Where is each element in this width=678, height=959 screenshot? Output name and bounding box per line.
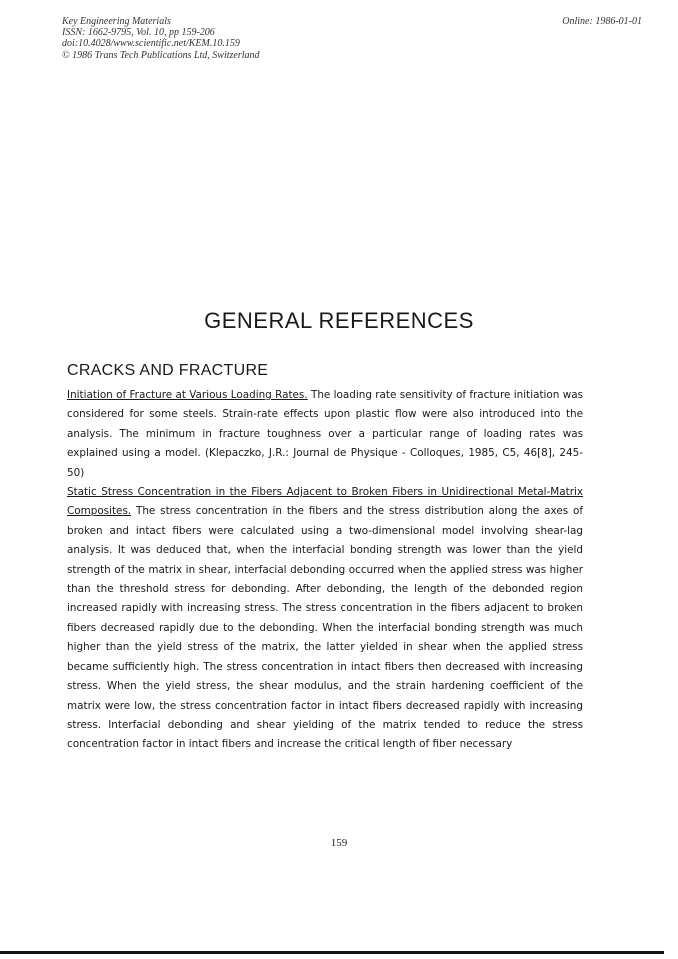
reference-item — [67, 386, 583, 483]
reference-title: Initiation of Fracture at Various Loading Rates. — [67, 389, 308, 401]
reference-item — [67, 483, 583, 755]
reference-text: The stress concentration in the fibers and the stress distribution along the axes of broken and intact fibers were calculated using a two-dimensional model involving shear-lag analysis. It was deduced that, when the interfacial bonding strength was lower than the yield strength of the matrix in shear, interfacial debonding occurred when the applied stress was higher than the threshold stress for debonding. After debonding, the length of the debonded region increased rapidly with increasing stress. The stress concentration in the fibers adjacent to broken fibers decreased rapidly due to the debonding. When the interfacial bonding strength was much higher than the yield stress of the matrix, the latter yielded in shear when the applied stress became sufficiently high. The stress concentration in intact fibers then decreased with increasing stress. When the yield stress, the shear modulus, and the strain hardening coefficient of the matrix were low, the stress concentration factor in intact fibers decreased rapidly with increasing stress. Interfacial debonding and shear yielding of the matrix tended to reduce the stress concentration factor in intact fibers and increase the critical length of fiber necessary — [67, 505, 583, 751]
journal-name: Key Engineering Materials — [62, 16, 171, 27]
issn-line: ISSN: 1662-9795, Vol. 10, pp 159-206 — [62, 27, 215, 39]
doi-link[interactable]: doi:10.4028/www.scientific.net/KEM.10.159 — [62, 38, 240, 50]
copyright-line: © 1986 Trans Tech Publications Ltd, Switzerland — [62, 49, 260, 61]
page-title: GENERAL REFERENCES — [204, 308, 474, 333]
bottom-rule — [0, 951, 664, 954]
journal-metadata — [62, 16, 260, 61]
reference-text: The loading rate sensitivity of fracture initiation was considered for some steels. Strain-rate effects upon plastic flow were also introduced into the analysis. The minimum in fracture toughness over a particular range of loading rates was explained using a model. (Klepaczko, J.R.: Journal de Physique - Colloques, 1985, C5, 46[8], 245-50) — [67, 389, 583, 479]
reference-title: Static Stress Concentration in the Fibers Adjacent to Broken Fibers in Unidirectional Metal-Matrix Composites. — [67, 486, 583, 518]
page-number: 159 — [330, 837, 348, 849]
online-date: Online: 1986-01-01 — [562, 16, 642, 27]
section-title: CRACKS AND FRACTURE — [67, 362, 269, 379]
references-body — [67, 386, 583, 755]
